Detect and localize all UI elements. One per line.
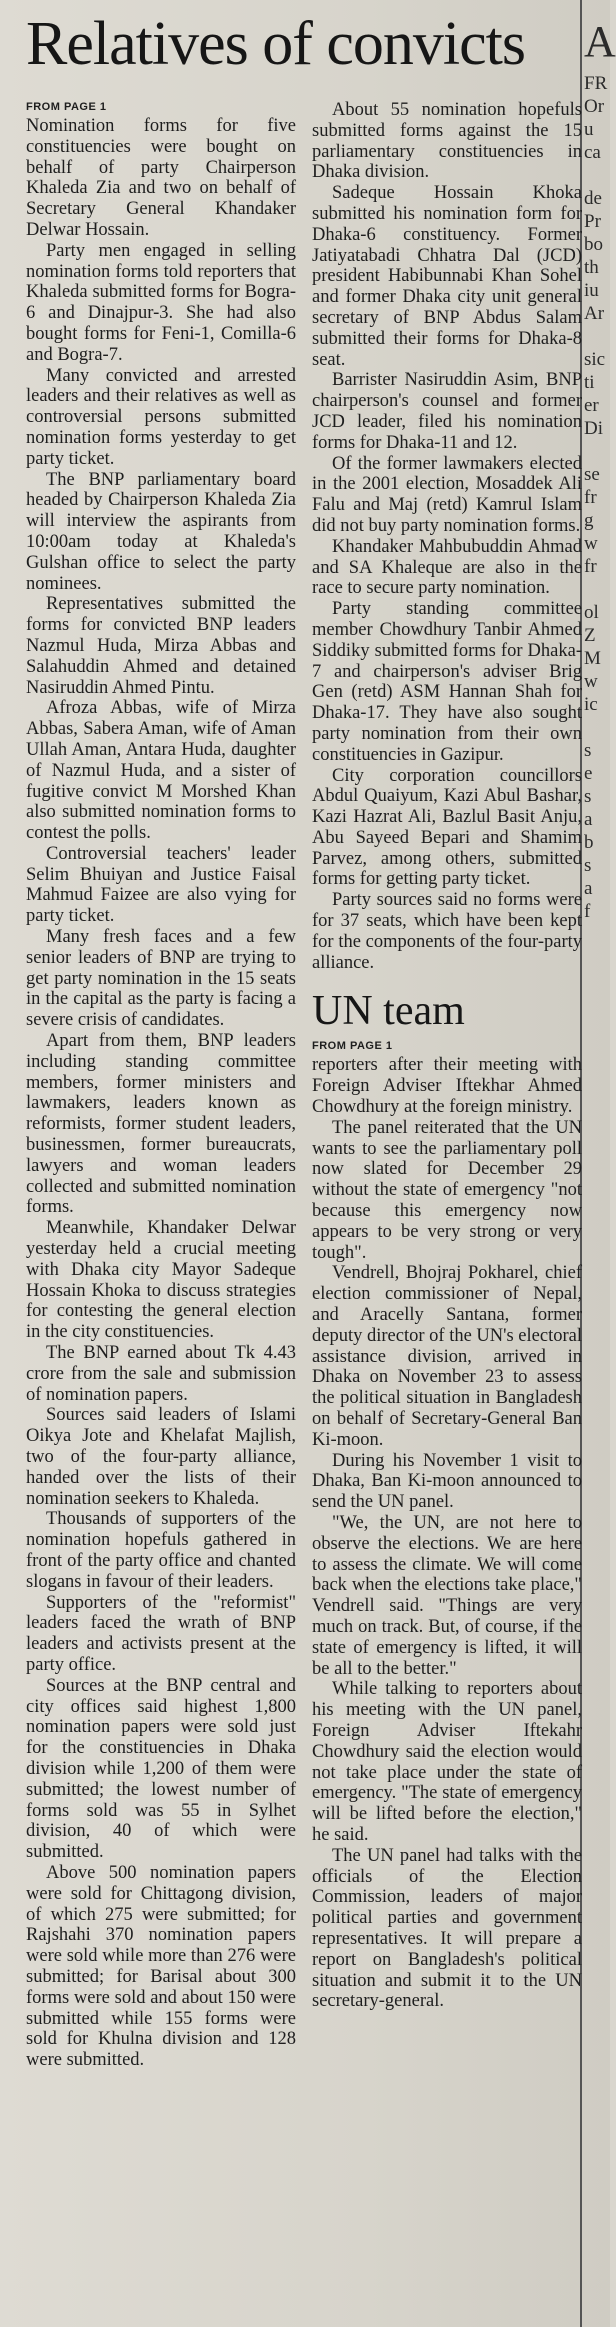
fragment-line: fr (584, 487, 597, 508)
fragment-line: sic (584, 349, 606, 370)
from-page-label: FROM PAGE 1 (26, 101, 107, 113)
fragment-line: M (584, 648, 601, 669)
fragment-line (584, 325, 610, 348)
article-paragraph: Party sources said no forms were for 37 seats, which have been kept for the components of the four-party alliance. (312, 890, 582, 973)
un-team-headline: UN team (312, 988, 465, 1035)
article-paragraph: Controversial teachers' leader Selim Bhuiyan and Justice Faisal Mahmud Faizee are also vying for party ticket. (26, 843, 296, 927)
adjacent-headline-letter: A (584, 17, 616, 66)
fragment-line: Or (584, 96, 605, 117)
fragment-line: a (584, 878, 593, 899)
article-paragraph: Apart from them, BNP leaders including standing committee members, former ministers and lawmakers, leaders known as reformists, former student leaders, businessmen, former bureaucrats, lawyers and woman leaders collected and submitted nomination forms. (26, 1031, 296, 1218)
article-paragraph: City corporation councillors Abdul Quaiyum, Kazi Abul Bashar, Kazi Hazrat Ali, Bazlul Basit Anju, Abu Sayeed Bepari and Shamim Parvez, among others, submitted forms for getting party ticket. (312, 765, 582, 890)
article-paragraph: Khandaker Mahbubuddin Ahmad and SA Khaleque are also in the race to secure party nomination. (312, 536, 582, 599)
article-paragraph: During his November 1 visit to Dhaka, Ban Ki-moon announced to send the UN panel. (312, 1450, 582, 1513)
fragment-line: FR (584, 73, 608, 94)
fragment-line: ol (584, 602, 599, 623)
article-paragraph: Above 500 nomination papers were sold for Chittagong division, of which 275 were submitted; for Rajshahi 370 nomination papers were sold while more than 276 were submitted; for Barisal about 300 forms were sold and about 150 were submitted while 155 forms were sold for Khulna division and 128 were submitted. (26, 1862, 296, 2071)
fragment-line: a (584, 809, 593, 830)
right-column (312, 100, 582, 2012)
fragment-line: w (584, 533, 598, 554)
fragment-line: er (584, 395, 599, 416)
article-paragraph: Representatives submitted the forms for convicted BNP leaders Nazmul Huda, Mirza Abbas and Salahuddin Ahmed and detained Nasiruddin Ahmed Pintu. (26, 594, 296, 698)
article-paragraph: Sources at the BNP central and city offices said highest 1,800 nomination papers were sold just for the constituencies in Dhaka division while 1,200 of them were submitted; the lowest number of forms sold was 55 in Sylhet division, 40 of which were submitted. (26, 1675, 296, 1863)
fragment-line: g (584, 510, 594, 531)
right-column-body (312, 100, 582, 973)
article-paragraph: Of the former lawmakers elected in the 2001 election, Mosaddek Ali Falu and Maj (retd) Kamrul Islam did not buy party nomination forms. (312, 453, 582, 536)
left-column (26, 100, 296, 2071)
article-paragraph: The panel reiterated that the UN wants to see the parliamentary poll now slated for December 29 without the state of emergency "not because this emergency now appears to be very strong or very tough". (312, 1117, 582, 1263)
adjacent-fragment-lines (584, 72, 610, 923)
fragment-line: e (584, 763, 593, 784)
fragment-line: s (584, 855, 592, 876)
un-from-page-label: FROM PAGE 1 (312, 1040, 393, 1053)
article-paragraph: The BNP earned about Tk 4.43 crore from the sale and submission of nomination papers. (26, 1343, 296, 1405)
article-paragraph: Nomination forms for five constituencies were bought on behalf of party Chairperson Khaleda Zia and two on behalf of Secretary General Khandaker Delwar Hossain. (26, 116, 296, 240)
article-paragraph: Sources said leaders of Islami Oikya Jote and Khelafat Majlish, two of the four-party alliance, handed over the lists of their nomination seekers to Khaleda. (26, 1405, 296, 1509)
article-paragraph: Meanwhile, Khandaker Delwar yesterday held a crucial meeting with Dhaka city Mayor Sadeque Hossain Khoka to discuss strategies for contesting the general election in the city constituencies. (26, 1218, 296, 1343)
article-paragraph: Barrister Nasiruddin Asim, BNP chairperson's counsel and former JCD leader, filed his nomination forms for Dhaka-11 and 12. (312, 370, 582, 453)
article-paragraph: reporters after their meeting with Foreign Adviser Iftekhar Ahmed Chowdhury at the foreign ministry. (312, 1055, 582, 1118)
fragment-line: u (584, 119, 594, 140)
article-paragraph: Party men engaged in selling nomination forms told reporters that Khaleda submitted forms for Bogra-6 and Dinajpur-3. She had also bought forms for Feni-1, Comilla-6 and Bogra-7. (26, 240, 296, 365)
article-paragraph: "We, the UN, are not here to observe the elections. We are here to assess the climate. We will come back when the elections take place," Vendrell said. "Things are very much on track. But, of course, if the state of emergency is lifted, it will be all to the better." (312, 1513, 582, 1679)
fragment-line: ic (584, 694, 598, 715)
article-paragraph: The UN panel had talks with the officials of the Election Commission, leaders of major political parties and government representatives. It will prepare a report on Bangladesh's political situation and submit it to the UN secretary-general. (312, 1845, 582, 2012)
article-paragraph: Supporters of the "reformist" leaders faced the wrath of BNP leaders and activists present at the party office. (26, 1592, 296, 1675)
fragment-line: s (584, 786, 592, 807)
left-column-body (26, 116, 296, 2071)
article-paragraph: Sadeque Hossain Khoka submitted his nomination form for Dhaka-6 constituency. Former Jatiyatabadi Chhatra Dal (JCD) president Habibunnabi Khan Sohel and former Dhaka city unit general secretary of BNP Abdus Salam submitted their forms for Dhaka-8 seat. (312, 183, 582, 370)
fragment-line: Pr (584, 211, 601, 232)
fragment-line: f (584, 901, 591, 922)
fragment-line: b (584, 832, 594, 853)
fragment-line: th (584, 257, 599, 278)
adjacent-column-fragment (584, 0, 616, 2327)
un-story-body (312, 1055, 582, 2012)
fragment-line: s (584, 740, 592, 761)
article-paragraph: Many fresh faces and a few senior leaders of BNP are trying to get party nomination in the 15 seats in the capital as the party is facing a severe crisis of candidates. (26, 927, 296, 1031)
fragment-line: Z (584, 625, 596, 646)
fragment-line: fr (584, 556, 597, 577)
fragment-line: w (584, 671, 598, 692)
article-paragraph: Vendrell, Bhojraj Pokharel, chief election commissioner of Nepal, and Aracelly Santana, former deputy director of the UN's electoral assistance division, arrived in Dhaka on November 23 to assess the political situation in Bangladesh on behalf of Secretary-General Ban Ki-moon. (312, 1263, 582, 1450)
fragment-line: iu (584, 280, 599, 301)
fragment-line: Di (584, 418, 603, 439)
fragment-line: bo (584, 234, 603, 255)
article-paragraph: Party standing committee member Chowdhury Tanbir Ahmed Siddiky submitted forms for Dhaka-7 and chairperson's adviser Brig Gen (retd) ASM Hannan Shah for Dhaka-17. They have also sought party nomination from their own constituencies in Gazipur. (312, 599, 582, 765)
fragment-line (584, 716, 610, 739)
article-paragraph: Thousands of supporters of the nomination hopefuls gathered in front of the party office and chanted slogans in favour of their leaders. (26, 1509, 296, 1592)
article-paragraph: The BNP parliamentary board headed by Chairperson Khaleda Zia will interview the aspirants from 10:00am today at Khaleda's Gulshan office to select the party nominees. (26, 469, 296, 594)
fragment-line: ca (584, 142, 601, 163)
fragment-line (584, 164, 610, 187)
fragment-line: ti (584, 372, 595, 393)
article-paragraph: About 55 nomination hopefuls submitted forms against the 15 parliamentary constituencies in Dhaka division. (312, 100, 582, 183)
fragment-line (584, 440, 610, 463)
headline: Relatives of convicts (26, 10, 525, 78)
fragment-line: de (584, 188, 602, 209)
article-paragraph: While talking to reporters about his meeting with the UN panel, Foreign Adviser Iftekahr Chowdhury said the election would not take place under the state of emergency. "The state of emergency will be lifted before the election," he said. (312, 1679, 582, 1845)
fragment-line: Ar (584, 303, 605, 324)
article-paragraph: Afroza Abbas, wife of Mirza Abbas, Sabera Aman, wife of Aman Ullah Aman, Antara Huda, daughter of Nazmul Huda, and a sister of fugitive convict M Morshed Khan also submitted nomination forms to contest the polls. (26, 698, 296, 844)
fragment-line: se (584, 464, 600, 485)
fragment-line (584, 578, 610, 601)
article-paragraph: Many convicted and arrested leaders and their relatives as well as controversial persons submitted nomination forms yesterday to get party ticket. (26, 365, 296, 469)
